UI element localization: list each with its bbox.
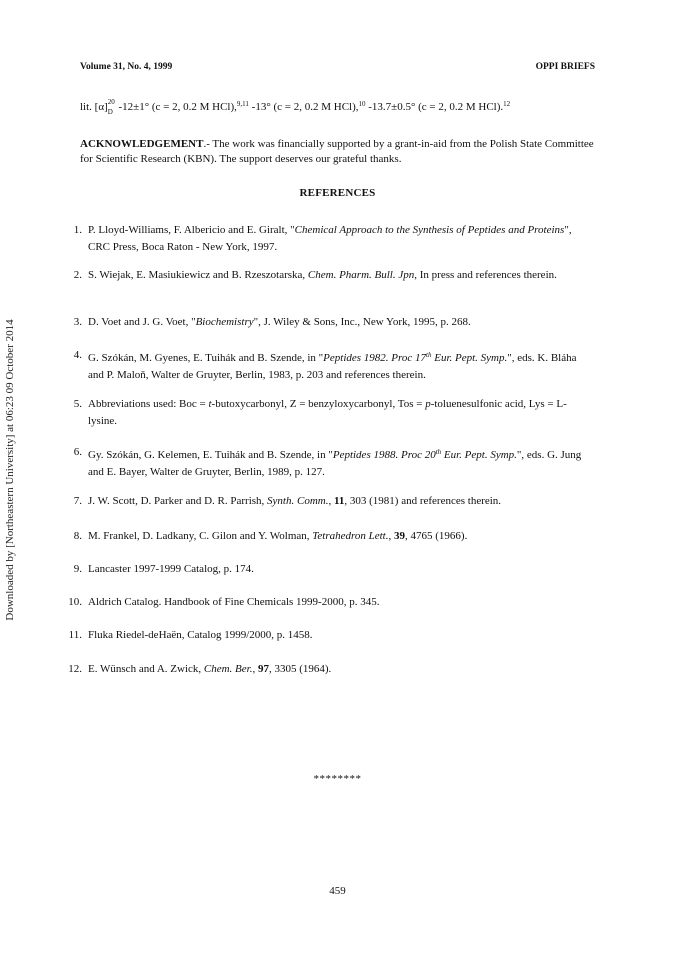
acknowledgement-paragraph	[80, 137, 595, 167]
reference-item: 8. M. Frankel, D. Ladkany, C. Gilon and Y. Wolman, Tetrahedron Lett., 39, 4765 (1966).	[73, 530, 468, 542]
reference-item: 6. Gy. Szókán, G. Kelemen, E. Tuihák and B. Szende, in "Peptides 1988. Proc 20th Eur. Pept. Symp.", eds. G. Jung and E. Bayer, Walter de Gruyter, Berlin, 1989, p. 127.	[73, 446, 582, 478]
references-heading: REFERENCES	[299, 187, 376, 199]
section-name: OPPI BRIEFS	[535, 62, 595, 72]
reference-item: 4. G. Szókán, M. Gyenes, E. Tuihák and B. Szende, in "Peptides 1982. Proc 17th Eur. Pept. Symp.", eds. K. Bláha and P. Maloň, Walter de Gruyter, Berlin, 1983, p. 203 and references therein.	[73, 349, 577, 381]
reference-item: 10. Aldrich Catalog. Handbook of Fine Chemicals 1999-2000, p. 345.	[68, 596, 380, 608]
reference-item: 1. P. Lloyd-Williams, F. Albericio and E. Giralt, "Chemical Approach to the Synthesis of Peptides and Proteins", CRC Press, Boca Raton - New York, 1997.	[73, 224, 572, 253]
literature-rotation-line: lit. [α] 20 D -12±1° (c = 2, 0.2 M HCl),$^{9,11}$ -13° (c = 2, 0.2 M HCl),$^{10}$ -13.7±0.5° (c = 2, 0.2 M HCl).$^{12}$	[80, 98, 511, 116]
watermark-text: Downloaded by [Northeastern University] at 06:23 09 October 2014	[4, 319, 16, 621]
reference-item: 2. S. Wiejak, E. Masiukiewicz and B. Rzeszotarska, Chem. Pharm. Bull. Jpn, In press and references therein.	[73, 269, 557, 281]
reference-item: 11. Fluka Riedel-deHaën, Catalog 1999/2000, p. 1458.	[68, 629, 313, 641]
page-number: 459	[329, 885, 346, 897]
reference-item: 12. E. Wünsch and A. Zwick, Chem. Ber., 97, 3305 (1964).	[68, 663, 332, 675]
download-watermark	[2, 300, 18, 640]
reference-item: 5. Abbreviations used: Boc = t-butoxycarbonyl, Z = benzyloxycarbonyl, Tos = p-toluenesulfonic acid, Lys = L-lysine.	[73, 398, 567, 427]
acknowledgement-heading: ACKNOWLEDGEMENT	[80, 138, 204, 150]
reference-item: 3. D. Voet and J. G. Voet, "Biochemistry", J. Wiley & Sons, Inc., New York, 1995, p. 268.	[73, 316, 471, 328]
reference-item: 7. J. W. Scott, D. Parker and D. R. Parrish, Synth. Comm., 11, 303 (1981) and references therein.	[73, 495, 502, 507]
running-header	[80, 62, 595, 76]
reference-item: 9. Lancaster 1997-1999 Catalog, p. 174.	[73, 563, 254, 575]
acknowledgement-text: .- The work was financially supported by a grant-in-aid from the Polish State Committee for Scientific Research (KBN). The support deserves our grateful thanks.	[80, 138, 594, 165]
end-marker: ********	[313, 773, 362, 785]
journal-volume: Volume 31, No. 4, 1999	[80, 62, 173, 72]
